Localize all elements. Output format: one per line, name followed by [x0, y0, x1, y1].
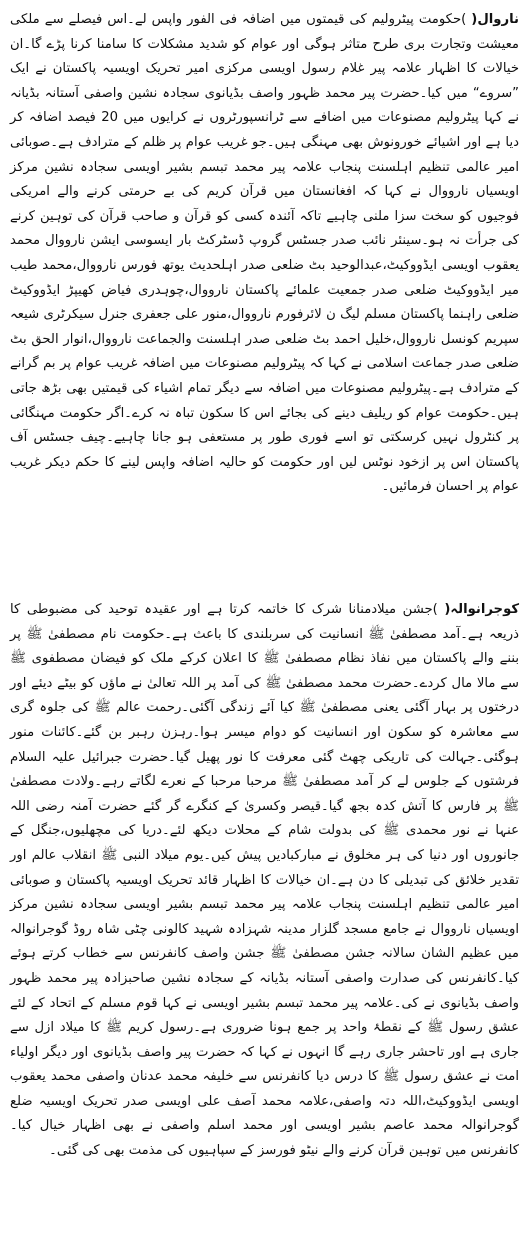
article-dateline: ناروال( — [471, 12, 519, 27]
article-body: ہے۔آمد مصطفیٰ ﷺ انسانیت کی سربلندی کا باعث ہے۔حکومت نام مصطفیٰ ﷺ پر بننے والے پاکستان میں نفاذ نظام مصطفیٰ ﷺ کا اعلان کرکے ملک کو فیضان مصطفوی ﷺ سے مالا مال کردے۔حضرت محمد مصطفیٰ ﷺ کی آمد پر اللہ تعالیٰ نے ماؤں کو بیٹے دیئے اور درختوں پر بہار آگئی یعنی مصطفیٰ ﷺ کیا آئے زندگی آگئی۔رحمت عالم ﷺ کی جلوہ گری سے معاشرہ کو سکون اور انسانیت کو دوام میسر ہوا۔رہزن رہبر بن گئے۔کائنات منور ہوگئی۔جہالت کی تاریکی چھٹ گئی معرفت کا نور پھیل گیا۔حضرت جبرائیل علیہ السلام فرشتوں کے جلوس لے کر آمد مصطفیٰ ﷺ مرحبا مرحبا کے نعرے لگاتے رہے۔ولادت مصطفیٰ ﷺ پر فارس کا آتش کدہ بجھ گیا۔قیصر وکسریٰ کے کنگرے گر گئے حضرت آمنہ رضی اللہ عنہا نے نور محمدی ﷺ کی بدولت شام کے محلات دیکھ لئے۔دریا کی مچھلیوں،جنگل کے جانوروں اور دنیا کی ہر مخلوق نے مبارکبادیں پیش کیں۔یوم میلاد النبی ﷺ انقلاب عالم اور تقدیر خلائق کی تبدیلی کا دن ہے۔ان خیالات کا اظہار قائد تحریک اویسیہ پاکستان و صوبائی امیر عالمی تنظیم اہلسنت پنجاب علامہ پیر محمد تبسم بشیر اویسی سجادہ نشین مرکز اویسیاں نارووال نے جامع مسجد گلزار مدینہ شہزادہ شہید کالونی چٹی شاہ روڈ گوجرانوالہ میں عظیم الشان سالانہ جشن مصطفیٰ ﷺ جشن واصف کانفرنس سے خطاب کرتے ہوئے کیا۔کانفرنس کی صدارت واصفی آستانہ بڈیانہ کے سجادہ نشین صاحبزادہ پیر محمد ظہور واصف بڈیانوی نے کی۔علامہ پیر محمد تبسم بشیر اویسی نے کہا قوم مسلم کے اتحاد کے لئے عشق رسول ﷺ کے نقطۂ واحد پر جمع ہونا ضروری ہے۔رسول کریم ﷺ کا میلاد ازل سے جاری ہے اور تاحشر جاری رہے گا انہوں نے کہا کہ حضرت پیر واصف بڈیانوی اور دیگر اولیاء امت نے عشق رسول ﷺ کا درس دیا کانفرنس سے خلیفہ محمد عدنان واصفی محمد یعقوب اویسی ایڈووکیٹ،اللہ دتہ واصفی،علامہ محمد آصف علی اویسی صدر تحریک اویسیہ ضلع گوجرانوالہ محمد عاصم بشیر اویسی اور محمد اسلم واصفی نے بھی اظہار خیال کیا۔کانفرنس میں توہین قرآن کرنے والے نیٹو فورسز کے سپاہیوں کی مذمت بھی کی گئی۔ — [10, 626, 519, 1159]
news-article-gujranwala — [10, 598, 519, 1164]
article-body: ملکی معیشت وتجارت بری طرح متاثر ہوگی اور عوام کو شدید مشکلات کا سامنا کرنا پڑے گا۔ان خیالات کا اظہار علامہ پیر غلام رسول اویسی مرکزی امیر تحریک اویسیہ پاکستان نے ایک ”سروے“ میں کیا۔حضرت پیر محمد ظہور واصف بڈیانوی سجادہ نشین واصفی آستانہ بڈیانہ نے کہا پیٹرولیم مصنوعات میں اضافے سے ٹرانسپورٹروں نے کرایوں میں 20 فیصد اضافہ کر دیا ہے اور اشیائے خورونوش بھی مہنگی ہیں۔جو غریب عوام پر ظلم کے مترادف ہے۔صوبائی امیر عالمی تنظیم اہلسنت پنجاب علامہ پیر محمد تبسم بشیر اویسی سجادہ نشین مرکز اویسیاں نارووال نے کہا کہ افغانستان میں قرآن کریم کی بے حرمتی کرنے والے امریکی فوجیوں کو سخت سزا ملنی چاہیے تاکہ آئندہ کسی کو قرآن و صاحب قرآن کی توہین کرنے کی جرأت نہ ہو۔سینئر نائب صدر جسٹس گروپ ڈسٹرکٹ بار ایسوسی ایشن نارووال محمد یعقوب اویسی ایڈووکیٹ،عبدالوحید بٹ ضلعی صدر اہلحدیث یوتھ فورس نارووال،محمد طیب میر ایڈووکیٹ ضلعی صدر جمعیت علمائے پاکستان نارووال،چوہدری فیاض کھیپڑ ایڈووکیٹ ضلعی راہنما پاکستان مسلم لیگ ن لائرفورم نارووال،منور علی جعفری جنرل سیکرٹری شیعہ سپریم کونسل نارووال،خلیل احمد بٹ ضلعی صدر اہلسنت والجماعت نارووال،انوار الحق بٹ ضلعی صدر جماعت اسلامی نے کہا کہ پیٹرولیم مصنوعات میں اضافہ غریب عوام پر بم گرانے کے مترادف ہے۔پیٹرولیم مصنوعات میں اضافہ سے دیگر تمام اشیاء کی قیمتیں بھی بڑھ جاتی ہیں۔حکومت عوام کو ریلیف دینے کی بجائے اس کا سکون تباہ نہ کرے۔اگر حکومت مہنگائی پر کنٹرول نہیں کرسکتی تو اسے فوری طور پر مستعفی ہو جانا چاہیے۔چیف جسٹس آف پاکستان اس پر ازخود نوٹس لیں اور حکومت کو حالیہ اضافہ واپس لینے کا حکم دیکر غریب عوام پر احسان فرمائیں۔ — [10, 12, 520, 495]
news-article-narowal — [10, 8, 519, 500]
article-headline: )حکومت پیٹرولیم کی قیمتوں میں اضافہ فی الفور واپس لے۔اس فیصلے سے — [44, 12, 467, 27]
article-dateline: کوجرانوالہ( — [444, 602, 520, 617]
article-headline: )جشن میلادمنانا شرک کا خاتمہ کرتا ہے اور عقیدہ توحید کی مضبوطی کا ذریعہ — [10, 602, 519, 642]
